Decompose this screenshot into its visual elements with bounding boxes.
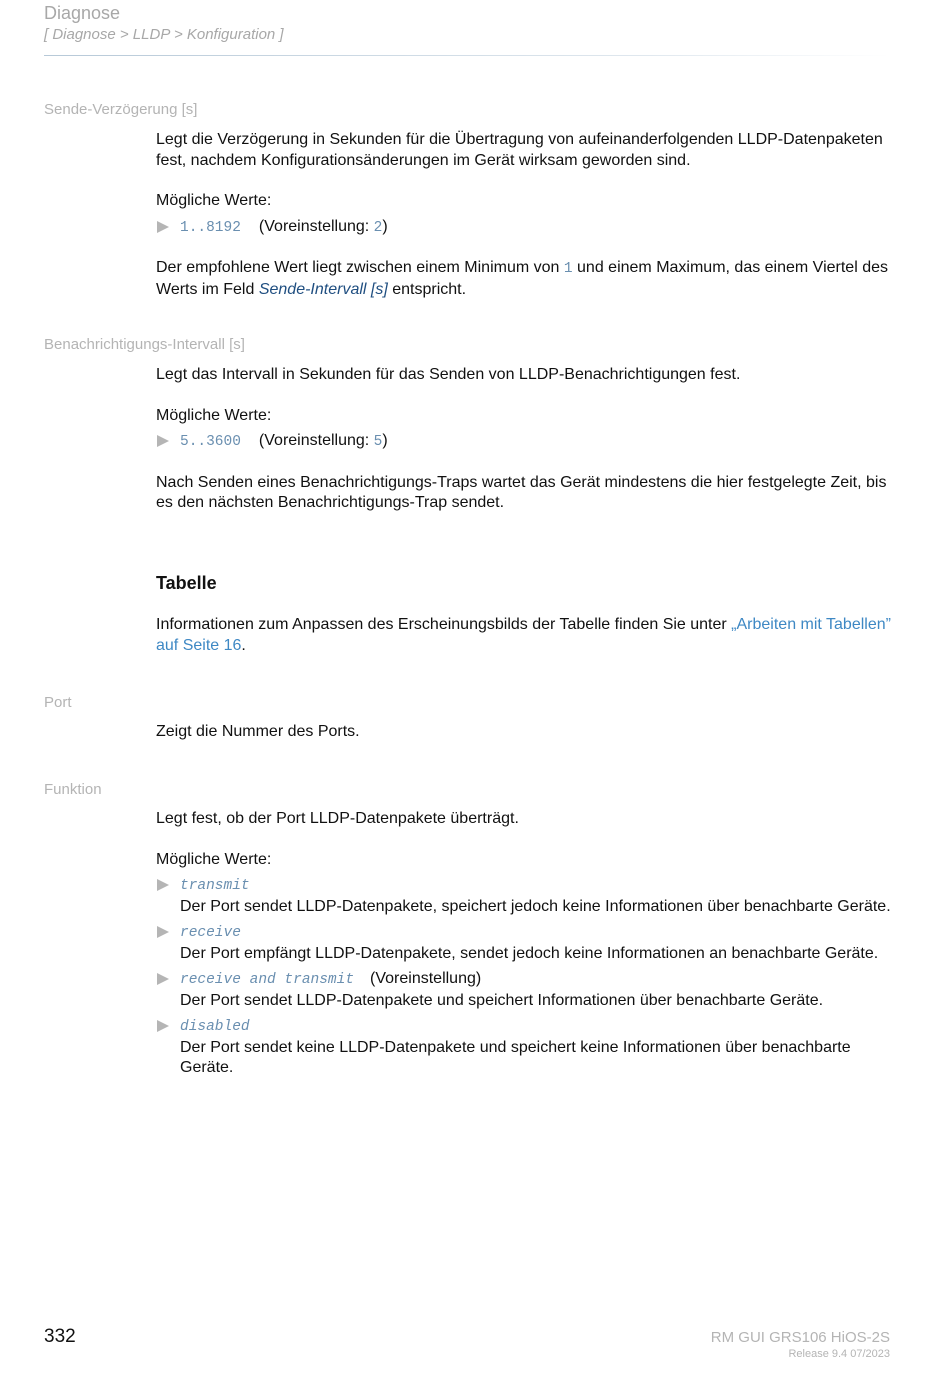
page-number: 332 — [44, 1326, 76, 1347]
value-range: 5..3600 — [180, 434, 241, 450]
field-description: Legt fest, ob der Port LLDP-Datenpakete überträgt. — [156, 810, 519, 827]
option-value: receive — [180, 925, 241, 941]
value-range: 1..8192 — [180, 219, 241, 236]
option-value: transmit — [180, 878, 250, 894]
default-suffix: ) — [382, 217, 388, 235]
default-prefix: (Voreinstellung: — [258, 432, 374, 449]
values-heading: Mögliche Werte: — [156, 192, 272, 209]
field-block-funktion — [156, 809, 892, 1079]
bullet-arrow-icon — [157, 435, 169, 447]
note-text: Der empfohlene Wert liegt zwischen einem Minimum von — [156, 259, 564, 276]
note-text: und einem Maximum, das einem Viertel des Werts im Feld — [156, 259, 888, 298]
field-description: Legt das Intervall in Sekunden für das Senden von LLDP-Benachrichtigungen fest. — [156, 366, 741, 383]
tabelle-text: Informationen zum Anpassen des Erscheinungsbilds der Tabelle finden Sie unter — [156, 616, 732, 633]
option-item — [156, 922, 892, 964]
trap-note: Nach Senden eines Benachrichtigungs-Traps wartet das Gerät mindestens die hier festgelegte Zeit, bis es den nächsten Benachrichtigungs-Trap sendet. — [156, 473, 887, 511]
field-block-sende-verzoegerung — [156, 130, 892, 300]
recommendation-note — [156, 258, 892, 300]
option-description: Der Port sendet keine LLDP-Datenpakete und speichert keine Informationen über benachbarte Geräte. — [180, 1038, 851, 1076]
value-range-item — [156, 431, 892, 453]
field-description: Legt die Verzögerung in Sekunden für die Übertragung von aufeinanderfolgenden LLDP-Datenpaketen fest, nachdem Konfigurationsänderungen im Gerät wirksam geworden sind. — [156, 131, 883, 169]
option-description: Der Port sendet LLDP-Datenpakete und speichert Informationen über benachbarte Geräte. — [180, 991, 824, 1009]
bullet-arrow-icon — [157, 221, 169, 233]
tabelle-info — [156, 615, 892, 656]
header-divider — [44, 55, 890, 56]
field-label-funktion: Funktion — [44, 781, 102, 798]
footer-release: Release 9.4 07/2023 — [788, 1348, 890, 1360]
cross-reference-link[interactable]: „Arbeiten mit Tabellen” auf Seite 16 — [156, 616, 891, 654]
field-block-port — [156, 722, 892, 743]
note-text: entspricht. — [387, 280, 467, 298]
field-label-sende-verzoegerung: Sende-Verzögerung [s] — [44, 101, 198, 118]
values-heading: Mögliche Werte: — [156, 850, 272, 868]
value-range-item — [156, 217, 892, 239]
option-item — [156, 875, 892, 917]
option-item — [156, 1016, 892, 1079]
option-description: Der Port sendet LLDP-Datenpakete, speichert jedoch keine Informationen über benachbarte Geräte. — [180, 897, 891, 915]
option-item — [156, 969, 892, 1011]
bullet-arrow-icon — [157, 1020, 169, 1032]
field-description: Zeigt die Nummer des Ports. — [156, 723, 360, 740]
footer-document-id: RM GUI GRS106 HiOS-2S — [710, 1329, 890, 1346]
breadcrumb: [ Diagnose > LLDP > Konfiguration ] — [44, 26, 284, 43]
default-suffix: ) — [382, 432, 388, 449]
bullet-arrow-icon — [157, 973, 169, 985]
field-label-benachrichtigungs-intervall: Benachrichtigungs-Intervall [s] — [44, 336, 245, 353]
default-prefix: (Voreinstellung: — [258, 217, 374, 235]
page-header-title: Diagnose — [44, 3, 121, 23]
tabelle-text-end: . — [241, 636, 246, 654]
default-value: 5 — [373, 434, 383, 450]
option-value: receive and transmit — [180, 972, 355, 988]
values-heading: Mögliche Werte: — [156, 406, 272, 424]
section-heading-tabelle: Tabelle — [156, 573, 217, 593]
option-default-note: (Voreinstellung) — [370, 970, 482, 987]
field-label-port: Port — [44, 694, 72, 711]
option-description: Der Port empfängt LLDP-Datenpakete, sendet jedoch keine Informationen an benachbarte Geräte. — [180, 944, 879, 962]
note-min-value: 1 — [563, 261, 573, 277]
option-value: disabled — [180, 1019, 250, 1035]
bullet-arrow-icon — [157, 926, 169, 938]
field-reference-link[interactable]: Sende-Intervall [s] — [258, 280, 388, 298]
default-value: 2 — [373, 219, 383, 236]
bullet-arrow-icon — [157, 879, 169, 891]
field-block-benachrichtigungs-intervall — [156, 365, 892, 514]
